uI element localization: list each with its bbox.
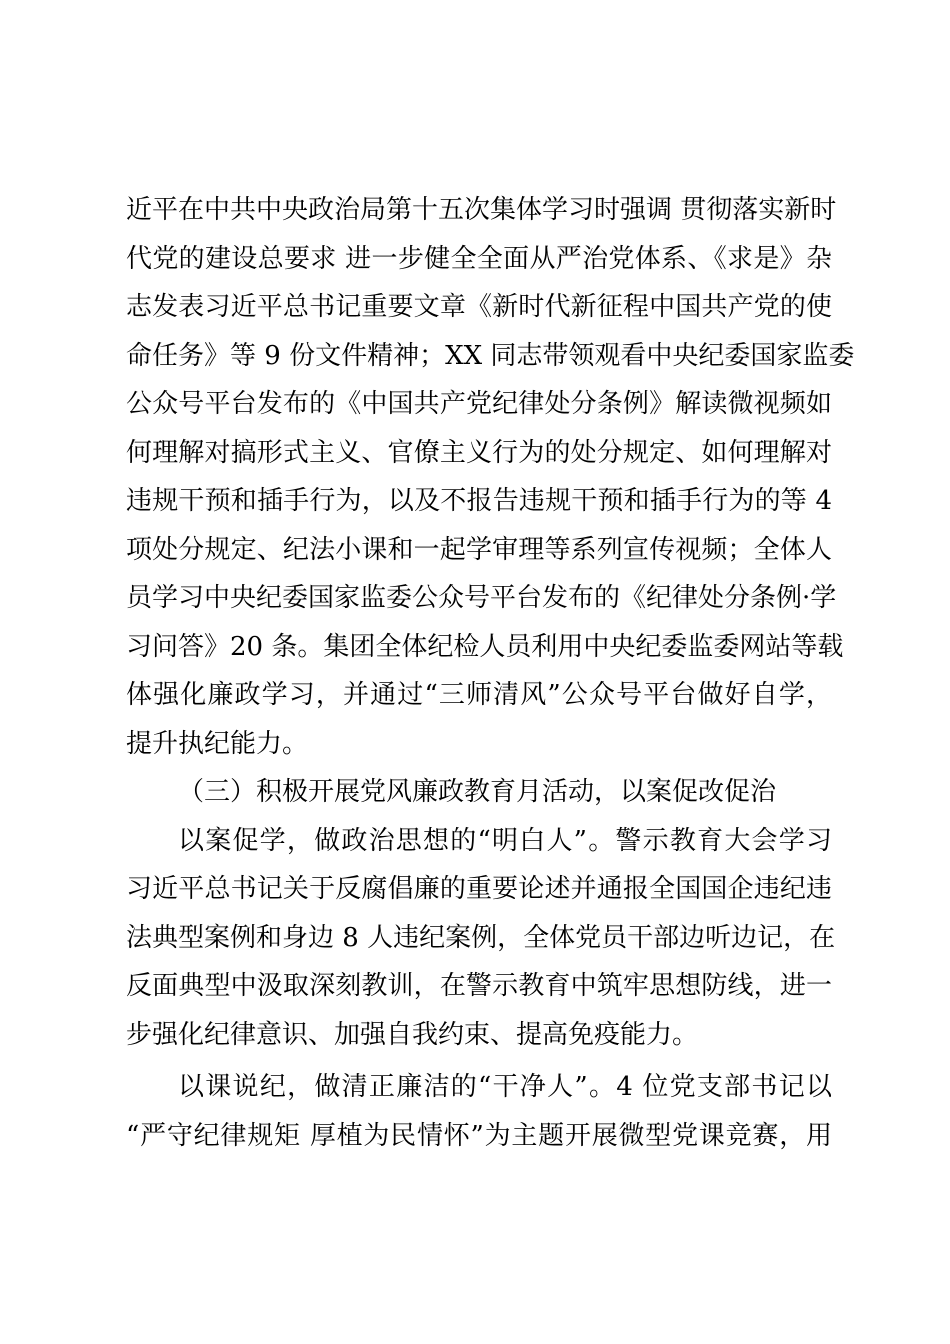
text-line: 近平在中共中央政治局第十五次集体学习时强调 贯彻落实新时 [126, 195, 837, 225]
text-line: 代党的建设总要求 进一步健全全面从严治党体系、《求是》杂 [126, 243, 832, 274]
text-line: 命任务》等 9 份文件精神；XX 同志带领观看中央纪委国家监委 [126, 340, 855, 371]
text-line: 违规干预和插手行为，以及不报告违规干预和插手行为的等 4 [126, 486, 832, 516]
text-line: 项处分规定、纪法小课和一起学审理等系列宣传视频；全体人 [126, 534, 832, 565]
text-line: 习问答》20 条。集团全体纪检人员利用中央纪委监委网站等载 [126, 631, 844, 662]
text-line: 员学习中央纪委国家监委公众号平台发布的《纪律处分条例·学 [126, 583, 837, 613]
text-line: 反面典型中汲取深刻教训，在警示教育中筑牢思想防线，进一 [126, 971, 832, 1001]
text-line: 志发表习近平总书记重要文章《新时代新征程中国共产党的使 [126, 292, 832, 322]
text-line: 以案促学，做政治思想的“明白人”。警示教育大会学习 [178, 825, 832, 856]
text-line: 步强化纪律意识、加强自我约束、提高免疫能力。 [126, 1019, 699, 1050]
text-line: 法典型案例和身边 8 人违纪案例，全体党员干部边听边记，在 [126, 922, 836, 953]
text-line: 以课说纪，做清正廉洁的“干净人”。4 位党支部书记以 [178, 1072, 832, 1102]
text-line: 公众号平台发布的《中国共产党纪律处分条例》解读微视频如 [126, 389, 832, 419]
heading-line: （三）积极开展党风廉政教育月活动，以案促改促治 [178, 777, 777, 807]
text-line: “严守纪律规矩 厚植为民情怀”为主题开展微型党课竞赛，用 [126, 1120, 832, 1151]
text-line: 提升执纪能力。 [126, 728, 309, 759]
paragraph-case-study [126, 817, 836, 1060]
section-heading [126, 768, 832, 817]
text-line: 习近平总书记关于反腐倡廉的重要论述并通报全国国企违纪违 [126, 874, 832, 904]
text-line: 何理解对搞形式主义、官僚主义行为的处分规定、如何理解对 [126, 437, 832, 468]
document-body [126, 186, 855, 1160]
paragraph-lecture [126, 1063, 832, 1160]
text-line: 体强化廉政学习，并通过“三师清风”公众号平台做好自学， [126, 680, 832, 710]
paragraph-study [126, 186, 855, 768]
